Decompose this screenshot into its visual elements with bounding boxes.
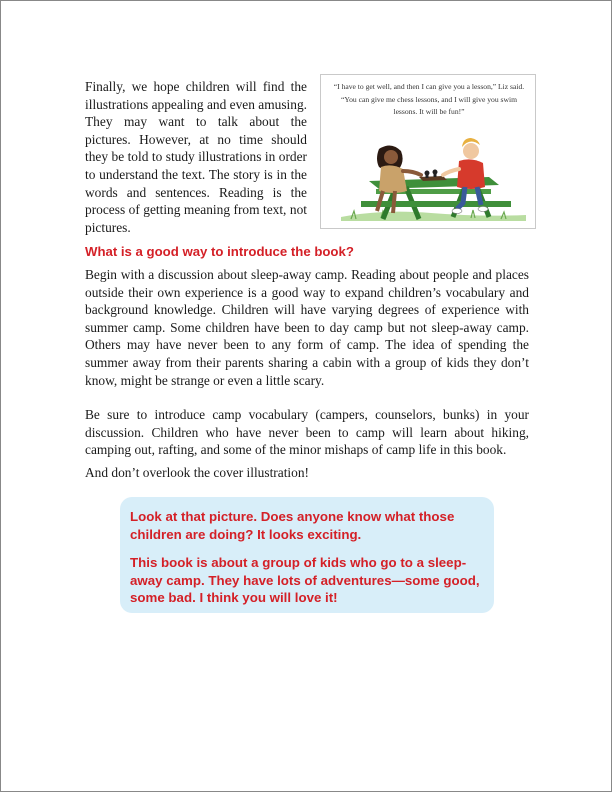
- callout-line-1: Look at that picture. Does anyone know what those children are doing? It looks exciting.: [130, 509, 455, 542]
- section-heading: What is a good way to introduce the book?: [85, 244, 354, 259]
- body-paragraph-cover-illustration: And don’t overlook the cover illustration!: [85, 465, 309, 480]
- intro-paragraph: Finally, we hope children will find the illustrations appealing and even amusing. They may want to talk about the pictures. However, at no time should they be told to study illustrations in order to understand the text. The story is in the words and sentences. Reading is the process of getting meaning from text, not pictures.: [85, 79, 308, 235]
- illustration-frame: [320, 74, 536, 229]
- children-playing-chess-illustration: [321, 121, 535, 227]
- callout-line-2: This book is about a group of kids who go to a sleep-away camp. They have lots of adventures—some good, some bad. I think you will love it!: [130, 555, 480, 605]
- body-paragraph-camp-discussion: Begin with a discussion about sleep-away camp. Reading about people and places outside their own experience is a good way to expand children’s vocabulary and background knowledge. Children will have varying degrees of experience with summer camp. Some children have been to day camp but not sleep-away camp. Others may have never been to any form of camp. The idea of spending the summer away from their parents sharing a cabin with a group of kids they don’t know, might be strange or even a little scary.: [85, 267, 529, 388]
- body-paragraph-camp-vocabulary: Be sure to introduce camp vocabulary (campers, counselors, bunks) in your discussion. Children who have never been to camp will learn about hiking, camping out, rafting, and some of the minor mishaps of camp life in this book.: [85, 407, 529, 458]
- teacher-script-callout: [120, 497, 494, 613]
- illustration-caption: “I have to get well, and then I can give you a lesson,” Liz said. “You can give me chess lessons, and I will give you swim lessons. It will be fun!”: [333, 82, 525, 117]
